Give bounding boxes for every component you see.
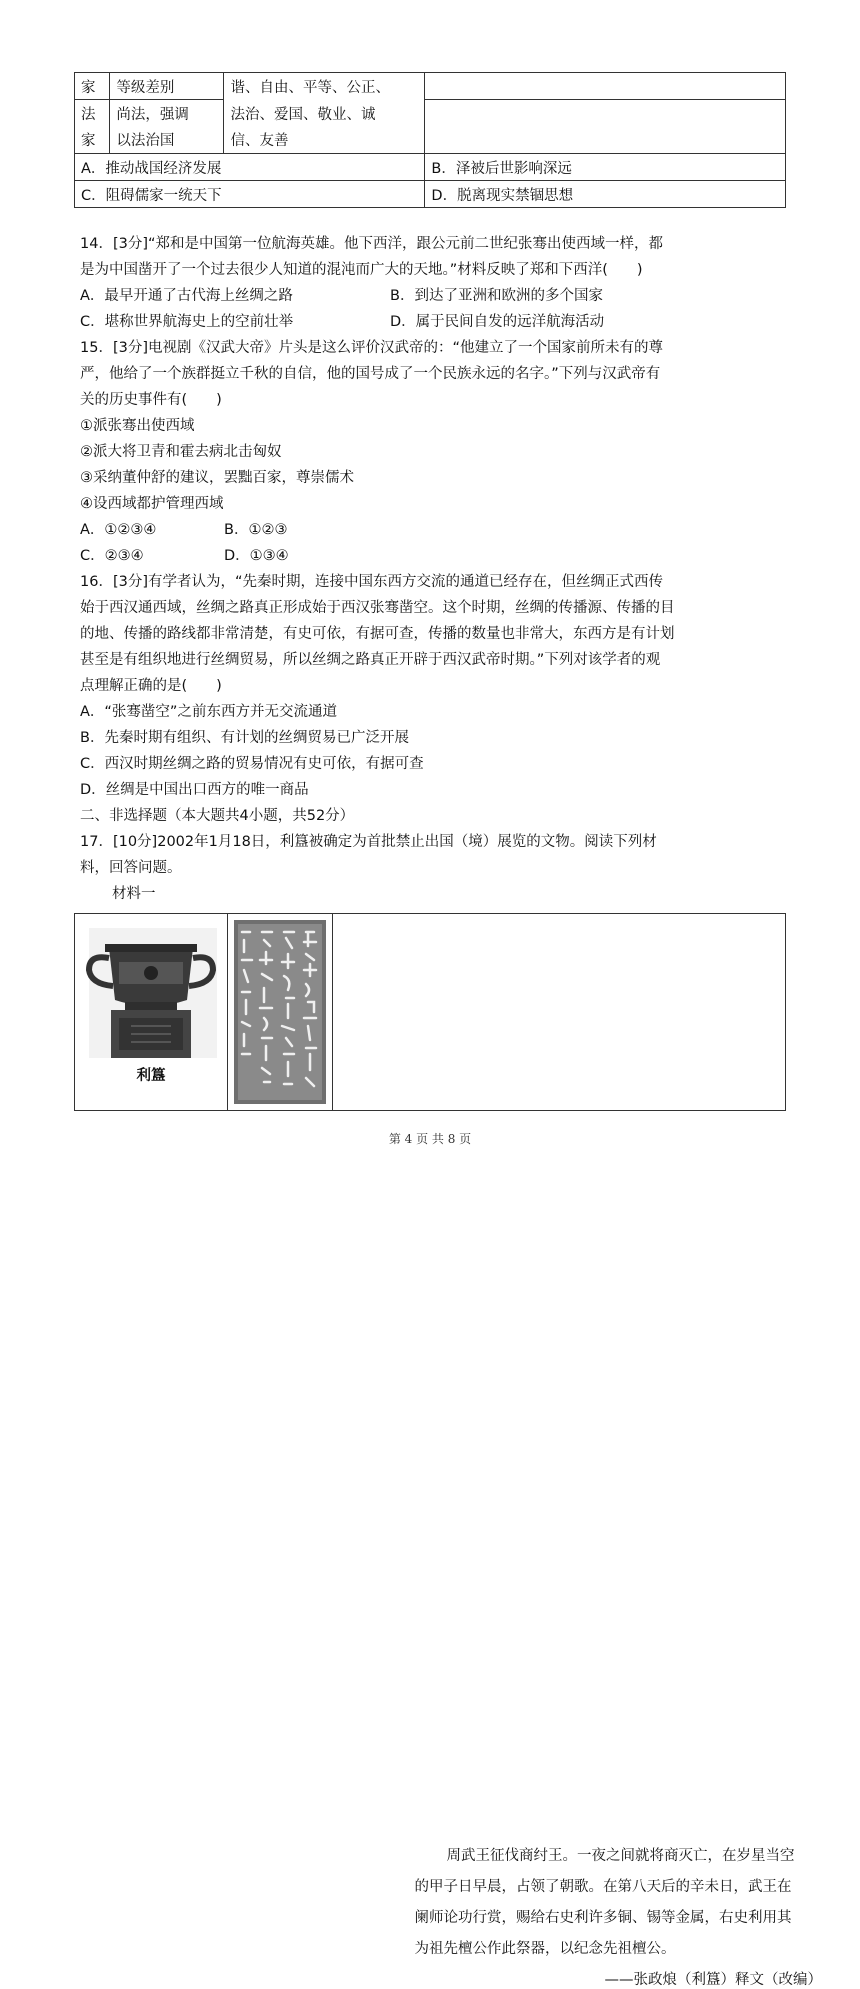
q15-item: ①派张骞出使西域: [80, 418, 195, 434]
q16-option-b: B．先秦时期有组织、有计划的丝绸贸易已广泛开展: [80, 730, 409, 746]
inscription-rubbing-image: [228, 914, 332, 1110]
material-text-line: 为祖先檀公作此祭器，以纪念先祖檀公。: [414, 1940, 676, 1957]
q14-option-b: B．到达了亚洲和欧洲的多个国家: [390, 288, 603, 304]
q15-option-b: B．①②③: [224, 522, 288, 538]
top-answer-table: [74, 72, 786, 208]
material-text-line: 阑师论功行赏，赐给右史利许多铜、锡等金属，右史利用其: [414, 1909, 792, 1926]
material-label: 材料一: [112, 886, 156, 902]
q17-line: 料，回答问题。: [80, 860, 182, 876]
q15-line: 关的历史事件有( ): [80, 392, 222, 408]
option-c: C．阻碍儒家一统天下: [75, 181, 425, 208]
table-cell: 谐、自由、平等、公正、: [224, 73, 425, 100]
q16-option-a: A．“张骞凿空”之前东西方并无交流通道: [80, 704, 337, 720]
table-cell: 家: [75, 127, 110, 154]
q14-option-c: C．堪称世界航海史上的空前壮举: [80, 314, 294, 330]
page-footer: 第 4 页 共 8 页: [388, 1132, 472, 1146]
q16-line: 的地、传播的路线都非常清楚，有史可依，有据可查，传播的数量也非常大，东西方是有计划: [80, 626, 675, 642]
q15-line: 15．[3分]电视剧《汉武大帝》片头是这么评价汉武帝的：“他建立了一个国家前所未有的尊: [80, 340, 663, 356]
q15-item: ④设西域都护管理西域: [80, 496, 224, 512]
table-cell: 等级差别: [110, 73, 224, 100]
q15-option-a: A．①②③④: [80, 522, 157, 538]
q15-item: ②派大将卫青和霍去病北击匈奴: [80, 444, 282, 460]
table-cell: 尚法，强调: [110, 100, 224, 127]
artifact-photo-cell: [75, 914, 228, 1111]
q15-item: ③采纳董仲舒的建议，罢黜百家，尊崇儒术: [80, 470, 354, 486]
material-text-line: 周武王征伐商纣王。一夜之间就将商灭亡，在岁星当空: [446, 1847, 795, 1864]
table-cell: 法: [75, 100, 110, 127]
q17-line: 17．[10分]2002年1月18日，利簋被确定为首批禁止出国（境）展览的文物。阅读下列材: [80, 834, 657, 850]
option-a: A．推动战国经济发展: [75, 154, 425, 181]
q15-option-c: C．②③④: [80, 548, 144, 564]
table-cell: 信、友善: [224, 127, 425, 154]
q16-line: 甚至是有组织地进行丝绸贸易，所以丝绸之路真正开辟于西汉武帝时期。”下列对该学者的观: [80, 652, 661, 668]
table-cell: [425, 73, 786, 100]
material-source: ——张政烺（利簋）释文（改编）: [604, 1971, 822, 1988]
q16-line: 16．[3分]有学者认为，“先秦时期，连接中国东西方交流的通道已经存在，但丝绸正式西传: [80, 574, 663, 590]
section-heading: 二、非选择题（本大题共4小题，共52分）: [80, 808, 355, 824]
q16-option-c: C．西汉时期丝绸之路的贸易情况有史可依，有据可查: [80, 756, 424, 772]
table-cell: [425, 100, 786, 154]
q14-line: 是为中国凿开了一个过去很少人知道的混沌而广大的天地。”材料反映了郑和下西洋( ): [80, 262, 643, 278]
table-cell: 家: [75, 73, 110, 100]
q14-line: 14．[3分]“郑和是中国第一位航海英雄。他下西洋，跟公元前二世纪张骞出使西域一样，都: [80, 236, 663, 252]
q14-option-a: A．最早开通了古代海上丝绸之路: [80, 288, 293, 304]
q16-line: 点理解正确的是( ): [80, 678, 222, 694]
q15-line: 严，他给了一个族群挺立千秋的自信，他的国号成了一个民族永远的名字。”下列与汉武帝有: [80, 366, 661, 382]
q15-option-d: D．①③④: [224, 548, 289, 564]
image-caption: 利簋: [136, 1068, 166, 1084]
option-d: D．脱离现实禁锢思想: [425, 181, 786, 208]
table-cell: 以法治国: [110, 127, 224, 154]
option-b: B．泽被后世影响深远: [425, 154, 786, 181]
q16-option-d: D．丝绸是中国出口西方的唯一商品: [80, 782, 309, 798]
inscription-cell: [228, 914, 333, 1111]
material-text-line: 的甲子日早晨，占领了朝歌。在第八天后的辛未日，武王在: [414, 1878, 792, 1895]
q16-line: 始于西汉通西域，丝绸之路真正形成始于西汉张骞凿空。这个时期，丝绸的传播源、传播的目: [80, 600, 675, 616]
table-cell: 法治、爱国、敬业、诚: [224, 100, 425, 127]
q14-option-d: D．属于民间自发的远洋航海活动: [390, 314, 605, 330]
